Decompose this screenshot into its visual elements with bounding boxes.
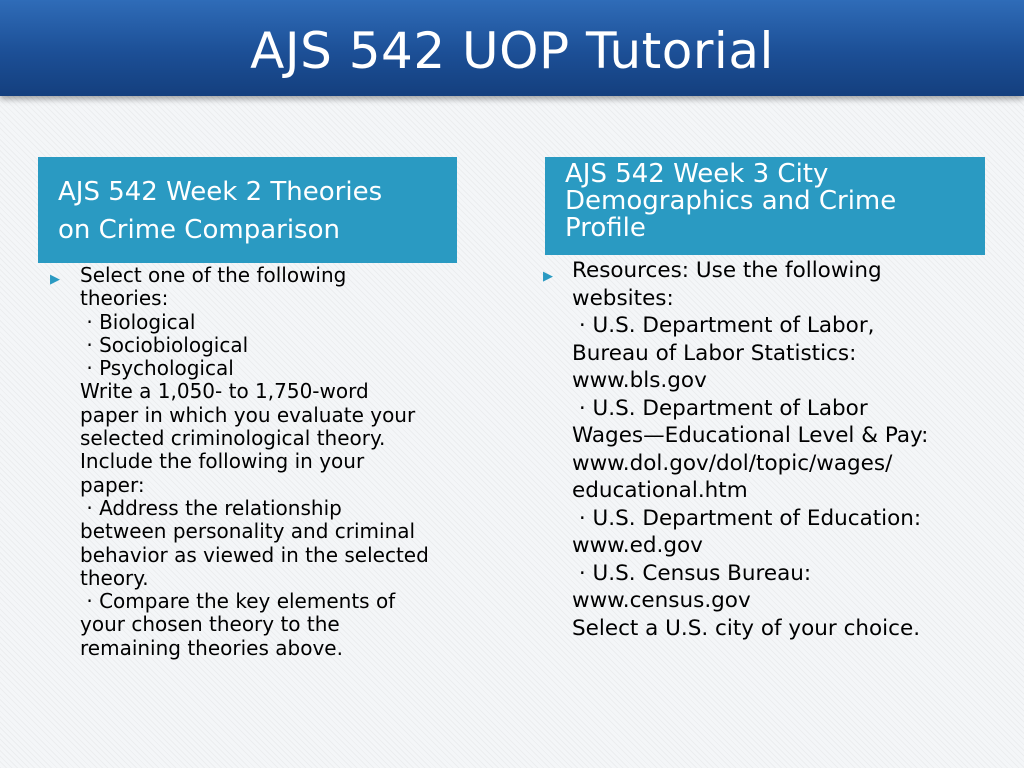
week2-line: between personality and criminal [80, 519, 416, 544]
week3-line: websites: [572, 285, 674, 311]
week3-header-line-3: Profile [565, 213, 646, 243]
week3-line: Resources: Use the following [572, 258, 882, 283]
week3-line: · U.S. Census Bureau: [572, 560, 812, 586]
week3-line: · U.S. Department of Labor [572, 395, 868, 421]
week2-line: · Biological [80, 309, 196, 334]
week3-header-line-1: AJS 542 Week 3 City [565, 159, 829, 189]
week3-link: educational.htm [572, 478, 748, 503]
week2-header [38, 157, 457, 263]
week3-bullet-text [572, 257, 1013, 642]
week3-line: · U.S. Department of Labor, [572, 313, 875, 338]
title-bar [0, 0, 1024, 96]
week3-bullet [543, 257, 1013, 642]
triangle-right-icon: ▶ [543, 269, 553, 284]
triangle-right-icon: ▶ [50, 272, 60, 287]
week2-line: · Compare the key elements of [80, 589, 396, 614]
week3-link: www.ed.gov [572, 533, 703, 558]
week3-line: · U.S. Department of Education: [572, 505, 922, 531]
week2-line: Write a 1,050- to 1,750-word [80, 379, 369, 404]
week2-line: Include the following in your [80, 449, 365, 474]
week2-line: your chosen theory to the [80, 612, 340, 637]
week3-header [545, 157, 985, 255]
week3-line: Bureau of Labor Statistics: [572, 340, 857, 366]
week3-line: Wages—Educational Level & Pay: [572, 423, 929, 448]
week2-bullet-text [80, 264, 490, 660]
week2-line: selected criminological theory. [80, 426, 386, 451]
week2-header-line-2: on Crime Comparison [58, 215, 340, 245]
week2-line: remaining theories above. [80, 635, 343, 660]
week2-line: behavior as viewed in the selected [80, 542, 429, 567]
week3-link: www.census.gov [572, 588, 751, 613]
week2-bullet [50, 264, 490, 660]
week2-line: theories: [80, 286, 169, 311]
week2-line: paper in which you evaluate your [80, 402, 416, 427]
week2-line: theory. [80, 565, 149, 590]
slide-title: AJS 542 UOP Tutorial [250, 22, 774, 80]
week2-line: Select one of the following [80, 263, 347, 287]
week2-header-line-1: AJS 542 Week 2 Theories [58, 177, 383, 207]
week2-line: · Address the relationship [80, 495, 342, 520]
week2-line: · Sociobiological [80, 332, 249, 357]
week3-link: www.bls.gov [572, 368, 707, 393]
week3-link: www.dol.gov/dol/topic/wages/ [572, 450, 893, 476]
week3-header-line-2: Demographics and Crime [565, 186, 897, 216]
week3-line: Select a U.S. city of your choice. [572, 615, 921, 641]
week2-line: paper: [80, 472, 145, 497]
week2-line: · Psychological [80, 356, 234, 381]
